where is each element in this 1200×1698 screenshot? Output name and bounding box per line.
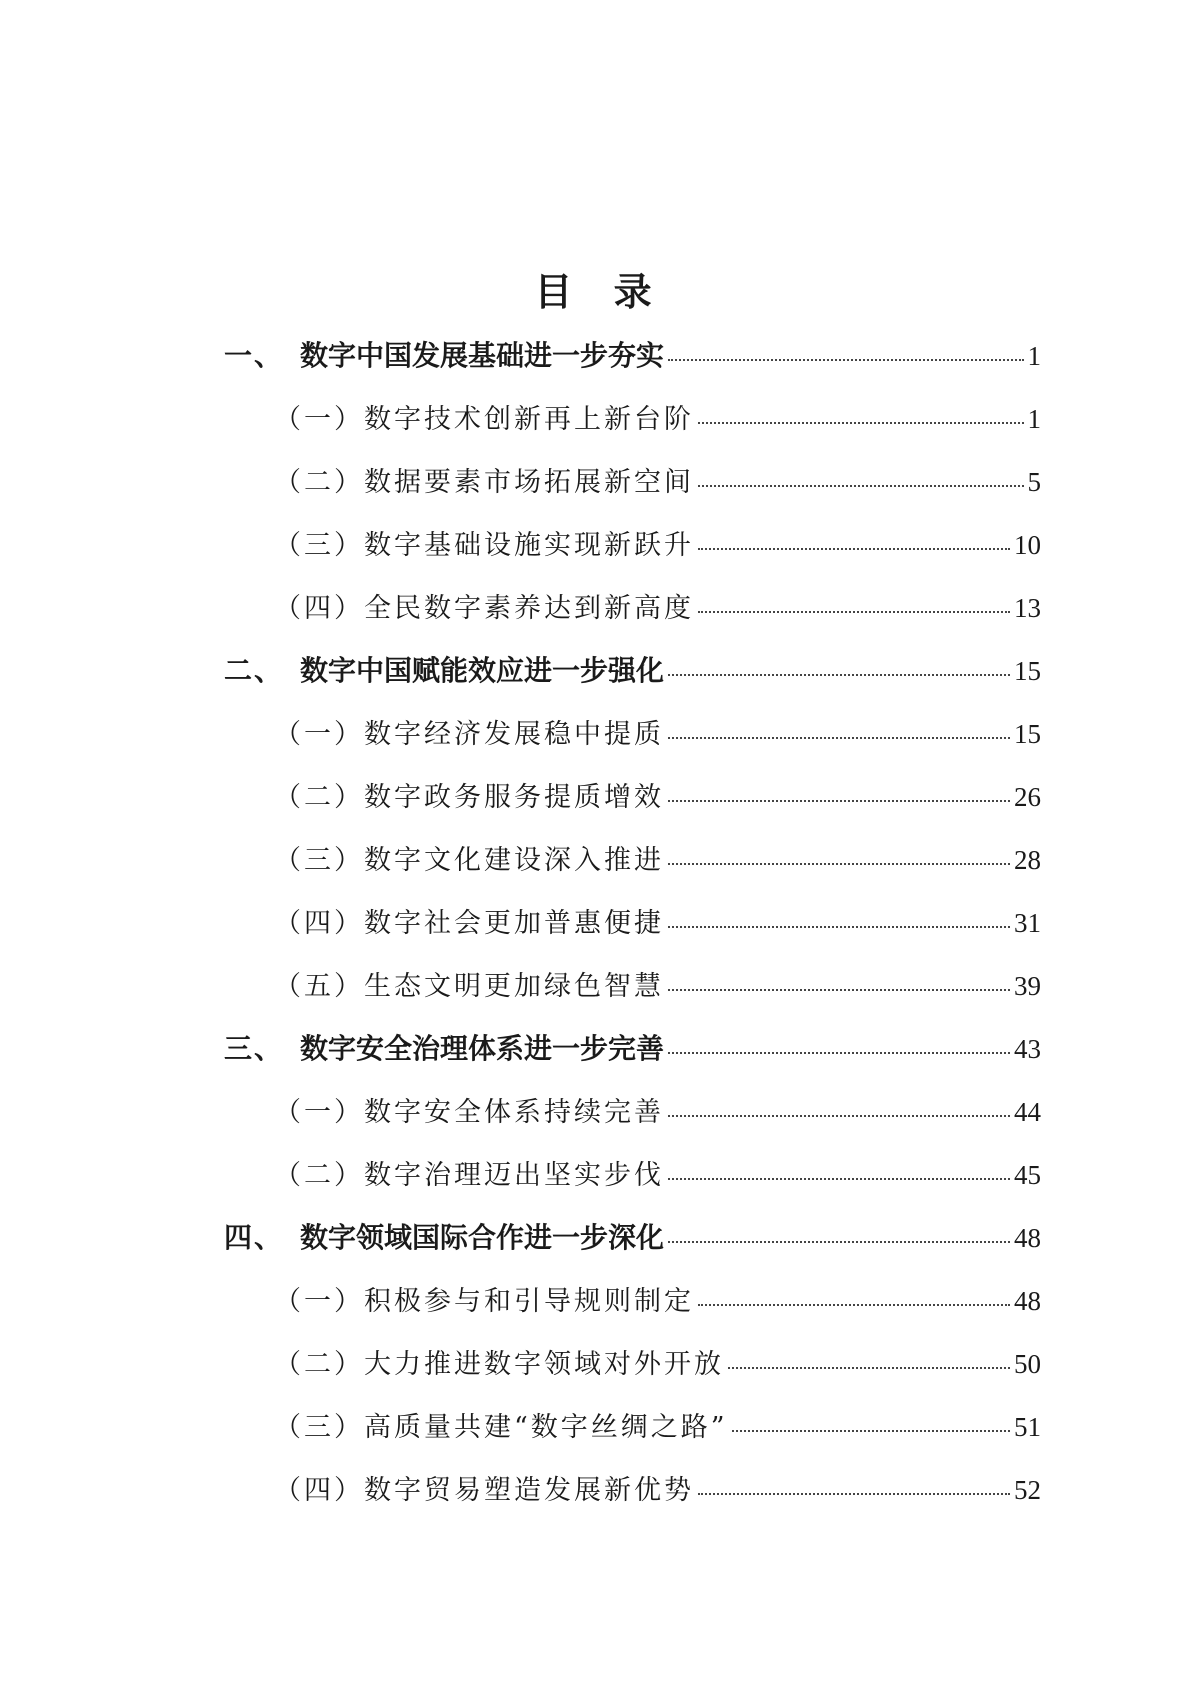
toc-subsection-2-5[interactable] <box>274 966 1041 1006</box>
toc-subsection-title: 数字政务服务提质增效 <box>364 782 664 813</box>
toc-section-2[interactable] <box>224 651 1041 691</box>
toc-section-number: 三、 <box>224 1032 285 1065</box>
dot-leader <box>668 800 1010 802</box>
toc-page-number: 51 <box>1014 1412 1041 1442</box>
toc-subsection-number: （二） <box>274 467 364 498</box>
toc-subsection-title: 数字社会更加普惠便捷 <box>364 908 664 939</box>
dot-leader <box>698 422 1024 424</box>
dot-leader <box>732 1430 1010 1432</box>
toc-page-number: 28 <box>1014 845 1041 875</box>
toc-subsection-4-4[interactable] <box>274 1470 1041 1510</box>
dot-leader <box>668 1178 1010 1180</box>
toc-subsection-number: （四） <box>274 1475 364 1506</box>
dot-leader <box>668 1115 1010 1117</box>
toc-page-number: 43 <box>1014 1034 1041 1064</box>
toc-page-number: 50 <box>1014 1349 1041 1379</box>
toc-title: 目 录 <box>534 270 666 314</box>
dot-leader <box>668 1052 1010 1054</box>
toc-page-number: 45 <box>1014 1160 1041 1190</box>
toc-page-number: 5 <box>1027 467 1041 497</box>
toc-section-number: 一、 <box>224 339 285 372</box>
toc-subsection-title: 数字贸易塑造发展新优势 <box>364 1475 694 1506</box>
toc-subsection-title: 数字文化建设深入推进 <box>364 845 664 876</box>
dot-leader <box>668 926 1010 928</box>
toc-subsection-title: 数字基础设施实现新跃升 <box>364 530 694 561</box>
toc-section-4[interactable] <box>224 1218 1041 1258</box>
dot-leader <box>668 1241 1010 1243</box>
toc-subsection-title: 积极参与和引导规则制定 <box>364 1286 694 1317</box>
toc-page-number: 15 <box>1014 656 1041 686</box>
toc-section-title: 数字安全治理体系进一步完善 <box>300 1032 665 1065</box>
toc-page-number: 15 <box>1014 719 1041 749</box>
toc-subsection-title: 数字经济发展稳中提质 <box>364 719 664 750</box>
dot-leader <box>668 989 1010 991</box>
toc-subsection-number: （三） <box>274 530 364 561</box>
dot-leader <box>668 737 1010 739</box>
toc-subsection-4-2[interactable] <box>274 1344 1041 1384</box>
toc-section-title: 数字领域国际合作进一步深化 <box>300 1221 665 1254</box>
toc-page-number: 1 <box>1027 341 1041 371</box>
dot-leader <box>668 359 1023 361</box>
toc-subsection-2-4[interactable] <box>274 903 1041 943</box>
toc-subsection-number: （二） <box>274 1349 364 1380</box>
toc-page-number: 26 <box>1014 782 1041 812</box>
toc-section-3[interactable] <box>224 1029 1041 1069</box>
toc-page-number: 48 <box>1014 1286 1041 1316</box>
toc-subsection-2-2[interactable] <box>274 777 1041 817</box>
dot-leader <box>698 485 1024 487</box>
dot-leader <box>698 1493 1010 1495</box>
toc-subsection-number: （二） <box>274 1160 364 1191</box>
toc-subsection-number: （一） <box>274 1286 364 1317</box>
toc-subsection-4-1[interactable] <box>274 1281 1041 1321</box>
toc-subsection-title: 数据要素市场拓展新空间 <box>364 467 694 498</box>
toc-subsection-1-2[interactable] <box>274 462 1041 502</box>
toc-page-number: 10 <box>1014 530 1041 560</box>
dot-leader <box>698 1304 1010 1306</box>
toc-subsection-2-1[interactable] <box>274 714 1041 754</box>
toc-subsection-3-1[interactable] <box>274 1092 1041 1132</box>
toc-section-title: 数字中国赋能效应进一步强化 <box>300 654 665 687</box>
dot-leader <box>728 1367 1010 1369</box>
toc-subsection-title: 生态文明更加绿色智慧 <box>364 971 664 1002</box>
toc-section-number: 二、 <box>224 654 285 687</box>
toc-subsection-number: （四） <box>274 593 364 624</box>
toc-subsection-title: 数字安全体系持续完善 <box>364 1097 664 1128</box>
dot-leader <box>668 674 1010 676</box>
toc-subsection-4-3[interactable] <box>274 1407 1041 1447</box>
toc-page-number: 48 <box>1014 1223 1041 1253</box>
toc-subsection-title: 数字治理迈出坚实步伐 <box>364 1160 664 1191</box>
toc-subsection-1-3[interactable] <box>274 525 1041 565</box>
toc-section-1[interactable] <box>224 336 1041 376</box>
toc-subsection-number: （一） <box>274 1097 364 1128</box>
toc-page-number: 13 <box>1014 593 1041 623</box>
toc-section-title: 数字中国发展基础进一步夯实 <box>300 339 665 372</box>
toc-section-number: 四、 <box>224 1221 285 1254</box>
toc-subsection-number: （三） <box>274 845 364 876</box>
toc-subsection-number: （三） <box>274 1412 364 1443</box>
toc-page-number: 39 <box>1014 971 1041 1001</box>
toc-page-number: 52 <box>1014 1475 1041 1505</box>
toc-subsection-title: 高质量共建“数字丝绸之路” <box>364 1412 728 1443</box>
toc-subsection-3-2[interactable] <box>274 1155 1041 1195</box>
toc-subsection-title: 数字技术创新再上新台阶 <box>364 404 694 435</box>
toc-subsection-number: （一） <box>274 404 364 435</box>
toc-subsection-2-3[interactable] <box>274 840 1041 880</box>
toc-subsection-1-1[interactable] <box>274 399 1041 439</box>
dot-leader <box>698 548 1010 550</box>
toc-page-number: 1 <box>1027 404 1041 434</box>
toc-subsection-1-4[interactable] <box>274 588 1041 628</box>
toc-subsection-title: 全民数字素养达到新高度 <box>364 593 694 624</box>
dot-leader <box>668 863 1010 865</box>
toc-subsection-number: （五） <box>274 971 364 1002</box>
dot-leader <box>698 611 1010 613</box>
toc-subsection-title: 大力推进数字领域对外开放 <box>364 1349 724 1380</box>
toc-subsection-number: （一） <box>274 719 364 750</box>
toc-page-number: 31 <box>1014 908 1041 938</box>
toc-subsection-number: （二） <box>274 782 364 813</box>
toc-subsection-number: （四） <box>274 908 364 939</box>
toc-page-number: 44 <box>1014 1097 1041 1127</box>
